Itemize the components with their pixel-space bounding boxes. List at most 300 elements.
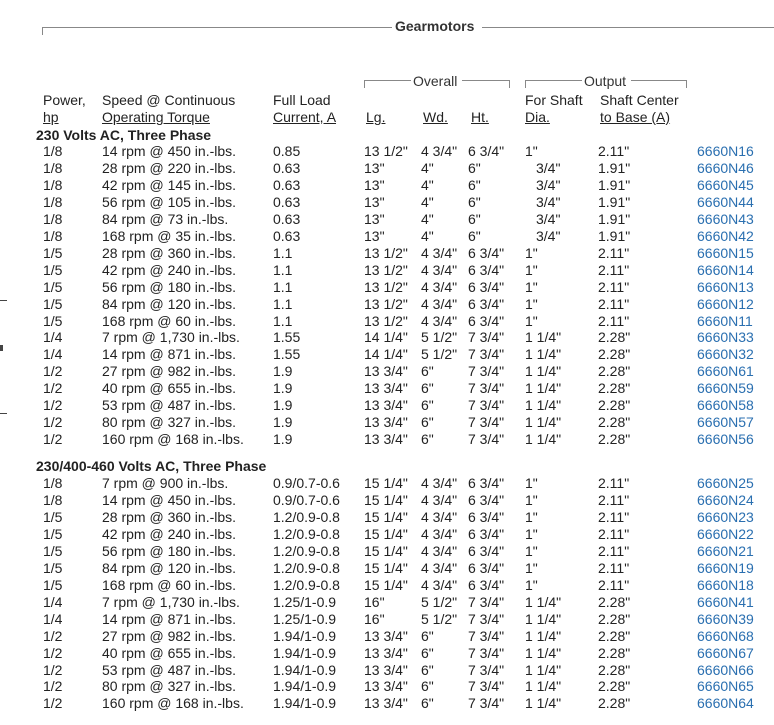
hp-cell: 1/2 <box>43 380 63 397</box>
height-cell: 6 3/4" <box>468 525 505 542</box>
hp-cell: 1/8 <box>43 176 63 193</box>
width-cell: 6" <box>421 695 434 712</box>
category-title-bar <box>0 18 774 38</box>
width-cell: 5 1/2" <box>421 593 458 610</box>
table-row <box>0 194 774 211</box>
height-cell: 6 3/4" <box>468 475 505 491</box>
header-power-line2: hp <box>43 109 59 125</box>
width-cell: 4 3/4" <box>421 559 458 576</box>
shaft-center-cell: 2.11" <box>598 244 630 261</box>
table-row <box>0 509 774 526</box>
part-number-link[interactable]: 6660N39 <box>697 610 754 627</box>
table-row <box>0 380 774 397</box>
length-cell: 15 1/4" <box>364 491 408 508</box>
length-cell: 13 1/2" <box>364 312 408 329</box>
header-dia-line1: For Shaft <box>525 92 583 108</box>
shaft-center-cell: 2.11" <box>598 312 630 329</box>
width-cell: 4 3/4" <box>421 576 458 593</box>
part-number-link[interactable]: 6660N23 <box>697 508 754 525</box>
shaft-dia-cell: 1 1/4" <box>525 627 562 644</box>
shaft-center-cell: 2.28" <box>598 329 631 346</box>
header-shaft-center-line2: to Base (A) <box>600 109 671 125</box>
speed-cell: 56 rpm @ 105 in.-lbs. <box>102 193 237 210</box>
length-cell: 16" <box>364 593 385 610</box>
hp-cell: 1/4 <box>43 610 63 627</box>
hp-cell: 1/2 <box>43 627 63 644</box>
table-row <box>0 329 774 346</box>
height-cell: 6 3/4" <box>468 143 505 159</box>
speed-cell: 84 rpm @ 120 in.-lbs. <box>102 559 237 576</box>
group-rule <box>631 80 687 81</box>
width-cell: 4" <box>421 193 434 210</box>
shaft-center-cell: 2.28" <box>598 414 631 431</box>
width-cell: 4 3/4" <box>421 278 458 295</box>
length-cell: 13 3/4" <box>364 644 408 661</box>
length-cell: 13 3/4" <box>364 627 408 644</box>
width-cell: 5 1/2" <box>421 329 458 346</box>
table-row <box>0 594 774 611</box>
width-cell: 4 3/4" <box>421 491 458 508</box>
part-number-link[interactable]: 6660N56 <box>697 431 754 448</box>
length-cell: 14 1/4" <box>364 346 408 363</box>
hp-cell: 1/8 <box>43 475 63 491</box>
height-cell: 6 3/4" <box>468 295 505 312</box>
current-cell: 1.94/1-0.9 <box>273 644 337 661</box>
shaft-dia-cell: 1" <box>525 244 538 261</box>
part-number-link[interactable]: 6660N42 <box>697 227 754 244</box>
shaft-center-cell: 2.11" <box>598 525 630 542</box>
current-cell: 1.94/1-0.9 <box>273 678 337 695</box>
part-number-link[interactable]: 6660N45 <box>697 176 754 193</box>
part-number-link[interactable]: 6660N65 <box>697 678 754 695</box>
part-number-link[interactable]: 6660N44 <box>697 193 754 210</box>
width-cell: 4 3/4" <box>421 295 458 312</box>
part-number-link[interactable]: 6660N64 <box>697 695 754 712</box>
length-cell: 13 1/2" <box>364 261 408 278</box>
current-cell: 1.55 <box>273 346 301 363</box>
height-cell: 7 3/4" <box>468 431 505 448</box>
table-row <box>0 397 774 414</box>
length-cell: 13 1/2" <box>364 244 408 261</box>
shaft-center-cell: 2.28" <box>598 661 631 678</box>
part-number-link[interactable]: 6660N18 <box>697 576 754 593</box>
shaft-dia-cell: 3/4" <box>536 227 561 244</box>
shaft-center-cell: 2.11" <box>598 508 630 525</box>
part-number-link[interactable]: 6660N14 <box>697 261 754 278</box>
table-row <box>0 628 774 645</box>
part-number-link[interactable]: 6660N15 <box>697 244 754 261</box>
current-cell: 0.85 <box>273 143 301 159</box>
height-cell: 7 3/4" <box>468 627 505 644</box>
part-number-link[interactable]: 6660N58 <box>697 397 754 414</box>
current-cell: 0.9/0.7-0.6 <box>273 491 340 508</box>
hp-cell: 1/5 <box>43 261 63 278</box>
header-dia-line2: Dia. <box>525 109 550 125</box>
overall-group-header <box>364 73 510 89</box>
current-cell: 0.9/0.7-0.6 <box>273 475 340 491</box>
current-cell: 1.1 <box>273 244 293 261</box>
shaft-dia-cell: 1 1/4" <box>525 644 562 661</box>
width-cell: 4 3/4" <box>421 475 458 491</box>
length-cell: 13 3/4" <box>364 678 408 695</box>
shaft-dia-cell: 1" <box>525 278 538 295</box>
speed-cell: 80 rpm @ 327 in.-lbs. <box>102 678 237 695</box>
part-number-link[interactable]: 6660N33 <box>697 329 754 346</box>
width-cell: 6" <box>421 414 434 431</box>
current-cell: 1.1 <box>273 278 293 295</box>
width-cell: 6" <box>421 627 434 644</box>
current-cell: 1.94/1-0.9 <box>273 695 337 712</box>
current-cell: 1.55 <box>273 329 301 346</box>
part-number-link[interactable]: 6660N21 <box>697 542 754 559</box>
shaft-dia-cell: 1 1/4" <box>525 397 562 414</box>
table-row <box>0 245 774 262</box>
table-row <box>0 143 774 160</box>
shaft-dia-cell: 1 1/4" <box>525 678 562 695</box>
height-cell: 7 3/4" <box>468 329 505 346</box>
width-cell: 6" <box>421 678 434 695</box>
height-cell: 6 3/4" <box>468 261 505 278</box>
table-row <box>0 313 774 330</box>
shaft-dia-cell: 1 1/4" <box>525 380 562 397</box>
part-number-link[interactable]: 6660N68 <box>697 627 754 644</box>
header-shaft-center-line1: Shaft Center <box>600 92 679 108</box>
speed-cell: 27 rpm @ 982 in.-lbs. <box>102 363 237 380</box>
table-row <box>0 526 774 543</box>
hp-cell: 1/8 <box>43 143 63 159</box>
group-tick <box>686 80 687 88</box>
header-speed-line2: Operating Torque <box>102 109 210 125</box>
length-cell: 13 1/2" <box>364 143 408 159</box>
header-wd: Wd. <box>423 109 448 125</box>
length-cell: 16" <box>364 610 385 627</box>
shaft-dia-cell: 1" <box>525 542 538 559</box>
speed-cell: 42 rpm @ 145 in.-lbs. <box>102 176 237 193</box>
shaft-center-cell: 1.91" <box>598 159 631 176</box>
header-ht: Ht. <box>471 109 489 125</box>
table-row <box>0 431 774 448</box>
length-cell: 13 3/4" <box>364 695 408 712</box>
width-cell: 5 1/2" <box>421 610 458 627</box>
width-cell: 4 3/4" <box>421 542 458 559</box>
height-cell: 6 3/4" <box>468 312 505 329</box>
category-title: Gearmotors <box>395 18 475 34</box>
header-shaft-center <box>600 92 679 126</box>
table-row <box>0 177 774 194</box>
shaft-dia-cell: 1 1/4" <box>525 363 562 380</box>
shaft-center-cell: 1.91" <box>598 193 631 210</box>
hp-cell: 1/5 <box>43 295 63 312</box>
width-cell: 4" <box>421 210 434 227</box>
width-cell: 6" <box>421 397 434 414</box>
shaft-center-cell: 1.91" <box>598 176 631 193</box>
header-current <box>273 92 336 126</box>
shaft-center-cell: 2.11" <box>598 559 630 576</box>
length-cell: 13" <box>364 227 385 244</box>
hp-cell: 1/4 <box>43 329 63 346</box>
part-number-link[interactable]: 6660N66 <box>697 661 754 678</box>
table-row <box>0 262 774 279</box>
part-number-link[interactable]: 6660N12 <box>697 295 754 312</box>
group-tick <box>525 80 526 88</box>
hp-cell: 1/5 <box>43 278 63 295</box>
width-cell: 4 3/4" <box>421 261 458 278</box>
header-power <box>43 92 86 126</box>
shaft-dia-cell: 1" <box>525 295 538 312</box>
width-cell: 4 3/4" <box>421 525 458 542</box>
speed-cell: 28 rpm @ 360 in.-lbs. <box>102 244 237 261</box>
hp-cell: 1/5 <box>43 525 63 542</box>
hp-cell: 1/2 <box>43 397 63 414</box>
width-cell: 5 1/2" <box>421 346 458 363</box>
part-number-link[interactable]: 6660N61 <box>697 363 754 380</box>
shaft-center-cell: 2.28" <box>598 346 631 363</box>
width-cell: 4 3/4" <box>421 312 458 329</box>
shaft-center-cell: 2.28" <box>598 431 631 448</box>
length-cell: 13 3/4" <box>364 380 408 397</box>
shaft-dia-cell: 1 1/4" <box>525 593 562 610</box>
hp-cell: 1/8 <box>43 193 63 210</box>
height-cell: 7 3/4" <box>468 678 505 695</box>
height-cell: 6 3/4" <box>468 559 505 576</box>
table-row <box>0 279 774 296</box>
length-cell: 15 1/4" <box>364 508 408 525</box>
current-cell: 1.94/1-0.9 <box>273 627 337 644</box>
current-cell: 0.63 <box>273 210 301 227</box>
overall-label: Overall <box>413 73 458 89</box>
table-row <box>0 346 774 363</box>
hp-cell: 1/2 <box>43 363 63 380</box>
table-row <box>0 678 774 695</box>
header-power-line1: Power, <box>43 92 86 108</box>
shaft-dia-cell: 1" <box>525 475 538 491</box>
height-cell: 6" <box>468 193 481 210</box>
header-current-line1: Full Load <box>273 92 331 108</box>
length-cell: 15 1/4" <box>364 525 408 542</box>
table-row <box>0 211 774 228</box>
speed-cell: 168 rpm @ 60 in.-lbs. <box>102 312 237 329</box>
header-lg: Lg. <box>366 109 386 125</box>
current-cell: 1.1 <box>273 312 293 329</box>
current-cell: 1.2/0.9-0.8 <box>273 576 340 593</box>
shaft-dia-cell: 3/4" <box>536 193 561 210</box>
width-cell: 4" <box>421 227 434 244</box>
part-number-link[interactable]: 6660N32 <box>697 346 754 363</box>
speed-cell: 14 rpm @ 871 in.-lbs. <box>102 346 237 363</box>
speed-cell: 160 rpm @ 168 in.-lbs. <box>102 695 244 712</box>
shaft-center-cell: 2.28" <box>598 644 631 661</box>
table-row <box>0 611 774 628</box>
width-cell: 4 3/4" <box>421 143 458 159</box>
height-cell: 6" <box>468 159 481 176</box>
part-number-link[interactable]: 6660N22 <box>697 525 754 542</box>
part-number-link[interactable]: 6660N13 <box>697 278 754 295</box>
speed-cell: 56 rpm @ 180 in.-lbs. <box>102 278 237 295</box>
part-number-link[interactable]: 6660N19 <box>697 559 754 576</box>
shaft-center-cell: 2.28" <box>598 610 631 627</box>
length-cell: 15 1/4" <box>364 542 408 559</box>
shaft-center-cell: 2.28" <box>598 593 631 610</box>
speed-cell: 14 rpm @ 450 in.-lbs. <box>102 143 237 159</box>
shaft-dia-cell: 1" <box>525 143 538 159</box>
length-cell: 13" <box>364 159 385 176</box>
width-cell: 4 3/4" <box>421 244 458 261</box>
speed-cell: 53 rpm @ 487 in.-lbs. <box>102 661 237 678</box>
section-title: 230/400-460 Volts AC, Three Phase <box>36 458 267 474</box>
table-row <box>0 543 774 560</box>
header-speed <box>102 92 235 126</box>
height-cell: 7 3/4" <box>468 346 505 363</box>
length-cell: 13" <box>364 210 385 227</box>
shaft-center-cell: 2.11" <box>598 295 630 312</box>
hp-cell: 1/5 <box>43 559 63 576</box>
length-cell: 13" <box>364 193 385 210</box>
speed-cell: 40 rpm @ 655 in.-lbs. <box>102 644 237 661</box>
table-row <box>0 296 774 313</box>
group-tick <box>509 80 510 88</box>
header-speed-line1: Speed @ Continuous <box>102 92 236 108</box>
speed-cell: 7 rpm @ 900 in.-lbs. <box>102 475 229 491</box>
part-number-link[interactable]: 6660N57 <box>697 414 754 431</box>
hp-cell: 1/8 <box>43 210 63 227</box>
shaft-center-cell: 2.28" <box>598 695 631 712</box>
table-row <box>0 160 774 177</box>
height-cell: 7 3/4" <box>468 695 505 712</box>
part-number-link[interactable]: 6660N11 <box>697 312 753 329</box>
hp-cell: 1/2 <box>43 431 63 448</box>
speed-cell: 160 rpm @ 168 in.-lbs. <box>102 431 244 448</box>
header-dia <box>525 92 583 126</box>
title-rule-left <box>42 27 392 28</box>
part-number-link[interactable]: 6660N24 <box>697 491 754 508</box>
hp-cell: 1/4 <box>43 346 63 363</box>
part-number-link[interactable]: 6660N67 <box>697 644 754 661</box>
table-row <box>0 645 774 662</box>
table-row <box>0 492 774 509</box>
part-number-link[interactable]: 6660N59 <box>697 380 754 397</box>
table-row <box>0 695 774 712</box>
shaft-dia-cell: 1" <box>525 491 538 508</box>
hp-cell: 1/2 <box>43 661 63 678</box>
speed-cell: 84 rpm @ 73 in.-lbs. <box>102 210 229 227</box>
length-cell: 13 3/4" <box>364 431 408 448</box>
hp-cell: 1/4 <box>43 593 63 610</box>
speed-cell: 168 rpm @ 60 in.-lbs. <box>102 576 237 593</box>
current-cell: 1.2/0.9-0.8 <box>273 559 340 576</box>
hp-cell: 1/2 <box>43 644 63 661</box>
length-cell: 13 1/2" <box>364 295 408 312</box>
height-cell: 6 3/4" <box>468 244 505 261</box>
height-cell: 6" <box>468 176 481 193</box>
current-cell: 1.9 <box>273 380 293 397</box>
current-cell: 0.63 <box>273 176 301 193</box>
height-cell: 7 3/4" <box>468 397 505 414</box>
speed-cell: 28 rpm @ 360 in.-lbs. <box>102 508 237 525</box>
hp-cell: 1/5 <box>43 508 63 525</box>
height-cell: 7 3/4" <box>468 610 505 627</box>
current-cell: 1.2/0.9-0.8 <box>273 542 340 559</box>
hp-cell: 1/2 <box>43 414 63 431</box>
shaft-dia-cell: 3/4" <box>536 159 561 176</box>
hp-cell: 1/5 <box>43 576 63 593</box>
speed-cell: 28 rpm @ 220 in.-lbs. <box>102 159 237 176</box>
current-cell: 1.9 <box>273 397 293 414</box>
shaft-dia-cell: 1 1/4" <box>525 661 562 678</box>
current-cell: 1.9 <box>273 363 293 380</box>
current-cell: 1.1 <box>273 261 293 278</box>
shaft-center-cell: 2.28" <box>598 380 631 397</box>
shaft-dia-cell: 3/4" <box>536 210 561 227</box>
height-cell: 6 3/4" <box>468 278 505 295</box>
shaft-dia-cell: 1 1/4" <box>525 610 562 627</box>
part-number-link[interactable]: 6660N16 <box>697 143 754 159</box>
part-number-link[interactable]: 6660N25 <box>697 475 754 491</box>
width-cell: 4" <box>421 159 434 176</box>
current-cell: 1.94/1-0.9 <box>273 661 337 678</box>
current-cell: 0.63 <box>273 227 301 244</box>
hp-cell: 1/8 <box>43 159 63 176</box>
length-cell: 13 3/4" <box>364 661 408 678</box>
hp-cell: 1/8 <box>43 227 63 244</box>
shaft-center-cell: 1.91" <box>598 227 631 244</box>
part-number-link[interactable]: 6660N46 <box>697 159 754 176</box>
height-cell: 7 3/4" <box>468 593 505 610</box>
hp-cell: 1/5 <box>43 312 63 329</box>
shaft-center-cell: 2.28" <box>598 678 631 695</box>
hp-cell: 1/2 <box>43 695 63 712</box>
width-cell: 4" <box>421 176 434 193</box>
group-tick <box>364 80 365 88</box>
group-rule <box>462 80 510 81</box>
part-number-link[interactable]: 6660N41 <box>697 593 754 610</box>
group-rule <box>525 80 582 81</box>
current-cell: 0.63 <box>273 159 301 176</box>
length-cell: 13 3/4" <box>364 397 408 414</box>
height-cell: 6" <box>468 210 481 227</box>
speed-cell: 80 rpm @ 327 in.-lbs. <box>102 414 237 431</box>
table-row <box>0 414 774 431</box>
height-cell: 7 3/4" <box>468 363 505 380</box>
speed-cell: 84 rpm @ 120 in.-lbs. <box>102 295 237 312</box>
speed-cell: 7 rpm @ 1,730 in.-lbs. <box>102 329 240 346</box>
height-cell: 7 3/4" <box>468 644 505 661</box>
table-row <box>0 662 774 679</box>
shaft-dia-cell: 1 1/4" <box>525 695 562 712</box>
width-cell: 6" <box>421 661 434 678</box>
part-number-link[interactable]: 6660N43 <box>697 210 754 227</box>
current-cell: 1.9 <box>273 414 293 431</box>
shaft-dia-cell: 3/4" <box>536 176 561 193</box>
speed-cell: 42 rpm @ 240 in.-lbs. <box>102 525 237 542</box>
current-cell: 1.1 <box>273 295 293 312</box>
height-cell: 7 3/4" <box>468 661 505 678</box>
output-label: Output <box>584 73 627 89</box>
shaft-center-cell: 2.28" <box>598 397 631 414</box>
speed-cell: 27 rpm @ 982 in.-lbs. <box>102 627 237 644</box>
shaft-dia-cell: 1" <box>525 312 538 329</box>
shaft-center-cell: 2.28" <box>598 363 631 380</box>
table-row <box>0 363 774 380</box>
shaft-dia-cell: 1" <box>525 261 538 278</box>
length-cell: 13 3/4" <box>364 363 408 380</box>
speed-cell: 14 rpm @ 871 in.-lbs. <box>102 610 237 627</box>
hp-cell: 1/2 <box>43 678 63 695</box>
shaft-center-cell: 2.11" <box>598 542 630 559</box>
shaft-center-cell: 2.11" <box>598 576 630 593</box>
height-cell: 7 3/4" <box>468 414 505 431</box>
shaft-dia-cell: 1 1/4" <box>525 329 562 346</box>
title-rule-right <box>482 27 774 28</box>
